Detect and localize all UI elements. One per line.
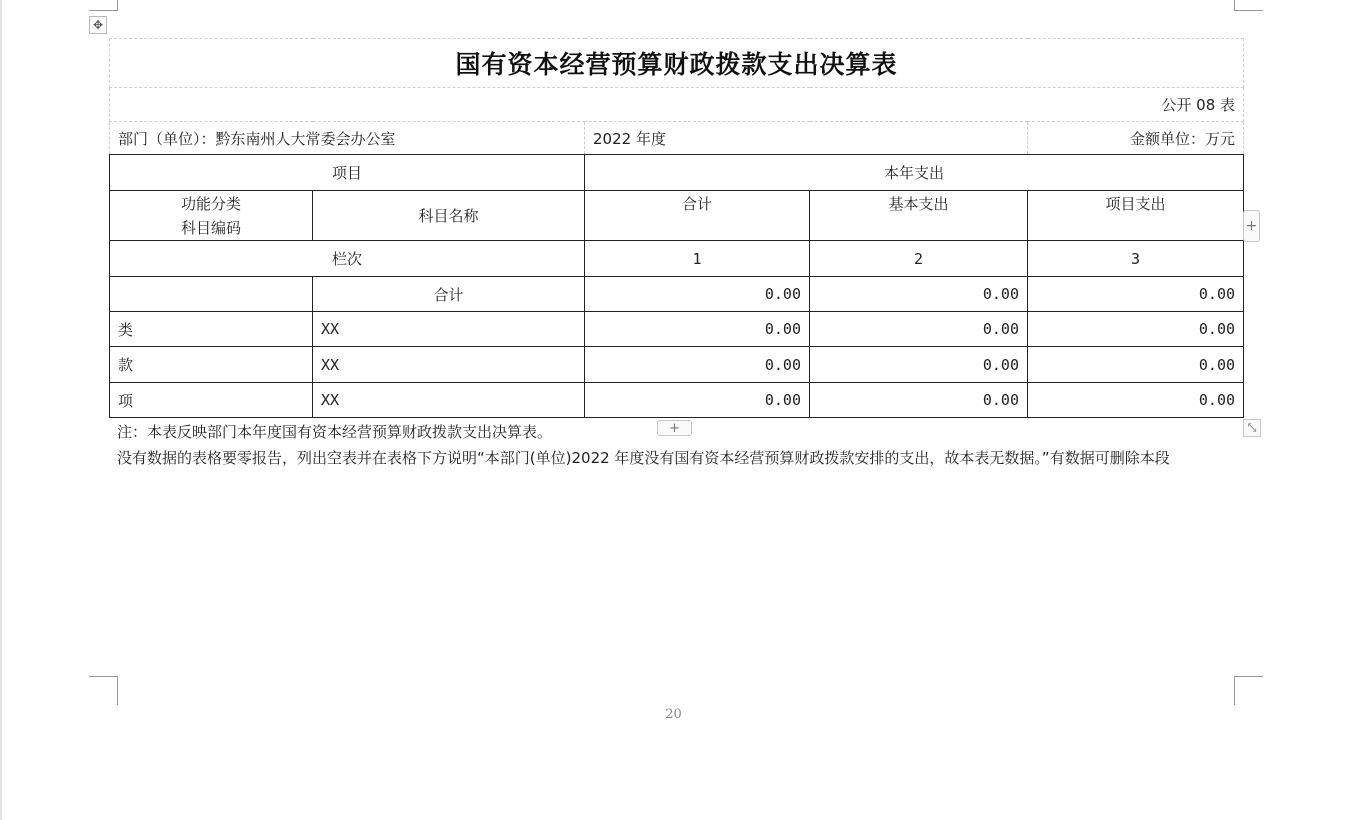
page-number: 20 [665,707,682,722]
note-line-1: 注：本表反映部门本年度国有资本经营预算财政拨款支出决算表。 [117,423,553,441]
year-label: 2022 年度 [585,122,1028,155]
row-basic: 0.00 [810,277,1028,312]
column-index-1: 1 [585,241,810,277]
row-name: XX [313,347,585,383]
header-subject-name: 科目名称 [313,191,585,241]
note-line-2: 没有数据的表格要零报告，列出空表并在表格下方说明“本部门(单位)2022 年度没有国有资本经营预算财政拨款安排的支出，故本表无数据。”有数据可删除本段 [117,449,1170,467]
margin-corner-top-left [89,0,118,11]
row-name: XX [313,312,585,347]
table-row [110,312,1244,347]
header-row-2 [110,191,1244,241]
column-index-row [110,241,1244,277]
move-arrows-icon: ✥ [92,18,104,32]
table-notes [117,419,1241,471]
title-row [110,39,1244,88]
header-current-year-expense: 本年支出 [585,155,1244,191]
table-row [110,383,1244,418]
row-name: XX [313,383,585,418]
row-code: 款 [110,347,313,383]
margin-corner-top-right [1234,0,1263,11]
form-code: 公开 08 表 [110,88,1244,122]
header-func-code-line1: 功能分类 [180,194,241,213]
department-label: 部门（单位）：黔东南州人大常委会办公室 [110,122,585,155]
row-total: 0.00 [585,347,810,383]
table-resize-handle[interactable] [1243,419,1261,437]
row-project: 0.00 [1028,383,1244,418]
add-column-button[interactable] [1243,210,1260,242]
row-code: 类 [110,312,313,347]
row-name: 合计 [313,277,585,312]
header-func-code [110,191,313,241]
plus-icon: + [669,420,680,436]
resize-diagonal-icon: ⤡ [1247,421,1257,434]
form-code-row [110,88,1244,122]
table-row [110,277,1244,312]
row-basic: 0.00 [810,347,1028,383]
row-total: 0.00 [585,383,810,418]
column-index-2: 2 [810,241,1028,277]
column-index-3: 3 [1028,241,1244,277]
plus-icon: + [1245,218,1258,234]
header-total: 合计 [585,191,810,241]
column-index-label: 栏次 [110,241,585,277]
page-left-border [0,0,2,820]
table-move-handle[interactable] [89,16,107,34]
row-code: 项 [110,383,313,418]
table-title: 国有资本经营预算财政拨款支出决算表 [110,39,1244,88]
header-row-1 [110,155,1244,191]
row-total: 0.00 [585,312,810,347]
header-basic-expense: 基本支出 [810,191,1028,241]
budget-table [109,38,1244,418]
unit-label: 金额单位：万元 [1028,122,1244,155]
header-item: 项目 [110,155,585,191]
row-code [110,277,313,312]
row-project: 0.00 [1028,312,1244,347]
margin-corner-bottom-right [1234,676,1263,705]
header-project-expense: 项目支出 [1028,191,1244,241]
header-func-code-line2: 科目编码 [180,218,241,237]
row-basic: 0.00 [810,312,1028,347]
margin-corner-bottom-left [89,676,118,705]
row-project: 0.00 [1028,277,1244,312]
table-row [110,347,1244,383]
row-basic: 0.00 [810,383,1028,418]
row-project: 0.00 [1028,347,1244,383]
row-total: 0.00 [585,277,810,312]
meta-row [110,122,1244,155]
